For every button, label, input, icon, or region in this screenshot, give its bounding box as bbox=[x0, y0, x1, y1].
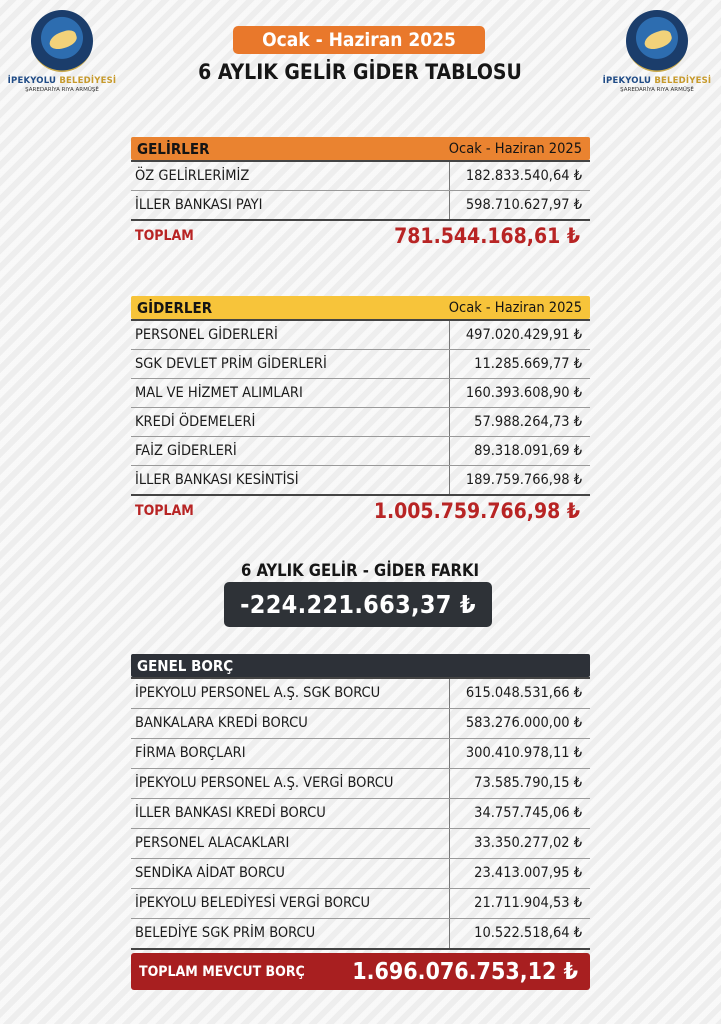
debt-row-value: 615.048.531,66 ₺ bbox=[465, 685, 582, 701]
expenses-row-label: KREDİ ÖDEMELERİ bbox=[131, 408, 450, 436]
expenses-row-label: İLLER BANKASI KESİNTİSİ bbox=[131, 466, 450, 494]
income-total-value: 781.544.168,61 ₺ bbox=[394, 224, 580, 248]
municipality-seal-icon bbox=[626, 10, 688, 72]
income-header-label: GELİRLER bbox=[137, 139, 210, 158]
income-total bbox=[131, 221, 590, 251]
income-row-value: 182.833.540,64 ₺ bbox=[465, 168, 582, 184]
debt-row-value: 73.585.790,15 ₺ bbox=[474, 775, 582, 791]
expenses-total bbox=[131, 496, 590, 526]
logo-tagline: ŞAREDARİYA RIYA ARMÛŞÊ bbox=[25, 87, 99, 93]
debt-section bbox=[131, 654, 590, 990]
debt-table bbox=[131, 677, 590, 950]
expenses-row bbox=[131, 437, 590, 466]
income-row bbox=[131, 162, 590, 191]
page-title: 6 AYLIK GELİR GİDER TABLOSU bbox=[198, 60, 522, 84]
period-badge: Ocak - Haziran 2025 bbox=[233, 26, 485, 54]
expenses-row-value: 189.759.766,98 ₺ bbox=[465, 472, 582, 488]
logo-name: İPEKYOLU BELEDİYESİ bbox=[602, 76, 712, 86]
expenses-row bbox=[131, 408, 590, 437]
debt-row-value: 34.757.745,06 ₺ bbox=[474, 805, 582, 821]
expenses-header-label: GİDERLER bbox=[137, 298, 213, 317]
debt-row-label: PERSONEL ALACAKLARI bbox=[131, 829, 450, 858]
income-row-label: İLLER BANKASI PAYI bbox=[131, 191, 450, 219]
debt-row-label: İLLER BANKASI KREDİ BORCU bbox=[131, 799, 450, 828]
logo-name: İPEKYOLU BELEDİYESİ bbox=[7, 76, 117, 86]
income-row-label: ÖZ GELİRLERİMİZ bbox=[131, 162, 450, 190]
debt-row-label: İPEKYOLU BELEDİYESİ VERGİ BORCU bbox=[131, 889, 450, 918]
expenses-row-value: 497.020.429,91 ₺ bbox=[465, 327, 582, 343]
expenses-table bbox=[131, 319, 590, 496]
expenses-row bbox=[131, 350, 590, 379]
debt-total-value: 1.696.076.753,12 ₺ bbox=[352, 958, 578, 985]
expenses-row-label: SGK DEVLET PRİM GİDERLERİ bbox=[131, 350, 450, 378]
debt-row-label: BANKALARA KREDİ BORCU bbox=[131, 709, 450, 738]
debt-row-label: SENDİKA AİDAT BORCU bbox=[131, 859, 450, 888]
municipality-logo-left bbox=[7, 10, 117, 93]
expenses-row-label: PERSONEL GİDERLERİ bbox=[131, 321, 450, 349]
debt-row bbox=[131, 709, 590, 739]
debt-row-label: FİRMA BORÇLARI bbox=[131, 739, 450, 768]
debt-row-value: 10.522.518,64 ₺ bbox=[474, 925, 582, 941]
debt-row bbox=[131, 739, 590, 769]
debt-header bbox=[131, 654, 590, 677]
debt-row bbox=[131, 829, 590, 859]
debt-row-value: 33.350.277,02 ₺ bbox=[474, 835, 582, 851]
expenses-header bbox=[131, 296, 590, 319]
expenses-row bbox=[131, 466, 590, 494]
debt-row bbox=[131, 769, 590, 799]
expenses-total-label: TOPLAM bbox=[135, 503, 194, 519]
debt-row bbox=[131, 859, 590, 889]
expenses-row-label: FAİZ GİDERLERİ bbox=[131, 437, 450, 465]
income-header bbox=[131, 137, 590, 160]
income-section bbox=[131, 137, 590, 251]
expenses-section bbox=[131, 296, 590, 526]
expenses-total-value: 1.005.759.766,98 ₺ bbox=[373, 499, 580, 523]
debt-row bbox=[131, 679, 590, 709]
debt-row-value: 583.276.000,00 ₺ bbox=[465, 715, 582, 731]
expenses-row-value: 160.393.608,90 ₺ bbox=[465, 385, 582, 401]
expenses-row-label: MAL VE HİZMET ALIMLARI bbox=[131, 379, 450, 407]
expenses-row-value: 89.318.091,69 ₺ bbox=[474, 443, 582, 459]
debt-row-value: 300.410.978,11 ₺ bbox=[465, 745, 582, 761]
logo-tagline: ŞAREDARİYA RIYA ARMÛŞÊ bbox=[620, 87, 694, 93]
expenses-row bbox=[131, 321, 590, 350]
expenses-row bbox=[131, 379, 590, 408]
expenses-header-period: Ocak - Haziran 2025 bbox=[448, 299, 582, 316]
difference-title: 6 AYLIK GELİR - GİDER FARKI bbox=[241, 561, 479, 580]
debt-row-label: İPEKYOLU PERSONEL A.Ş. SGK BORCU bbox=[131, 679, 450, 708]
municipality-seal-icon bbox=[31, 10, 93, 72]
difference-value: -224.221.663,37 ₺ bbox=[224, 582, 492, 627]
debt-total bbox=[131, 953, 590, 990]
debt-row-value: 21.711.904,53 ₺ bbox=[474, 895, 582, 911]
debt-row bbox=[131, 799, 590, 829]
expenses-row-value: 57.988.264,73 ₺ bbox=[474, 414, 582, 430]
income-total-label: TOPLAM bbox=[135, 228, 194, 244]
debt-row-label: BELEDİYE SGK PRİM BORCU bbox=[131, 919, 450, 948]
debt-row bbox=[131, 919, 590, 948]
income-header-period: Ocak - Haziran 2025 bbox=[448, 140, 582, 157]
municipality-logo-right bbox=[602, 10, 712, 93]
income-row-value: 598.710.627,97 ₺ bbox=[465, 197, 582, 213]
debt-header-label: GENEL BORÇ bbox=[137, 656, 234, 675]
debt-row bbox=[131, 889, 590, 919]
debt-row-value: 23.413.007,95 ₺ bbox=[474, 865, 582, 881]
debt-row-label: İPEKYOLU PERSONEL A.Ş. VERGİ BORCU bbox=[131, 769, 450, 798]
debt-total-label: TOPLAM MEVCUT BORÇ bbox=[139, 963, 305, 980]
income-row bbox=[131, 191, 590, 219]
expenses-row-value: 11.285.669,77 ₺ bbox=[474, 356, 582, 372]
income-table bbox=[131, 160, 590, 221]
